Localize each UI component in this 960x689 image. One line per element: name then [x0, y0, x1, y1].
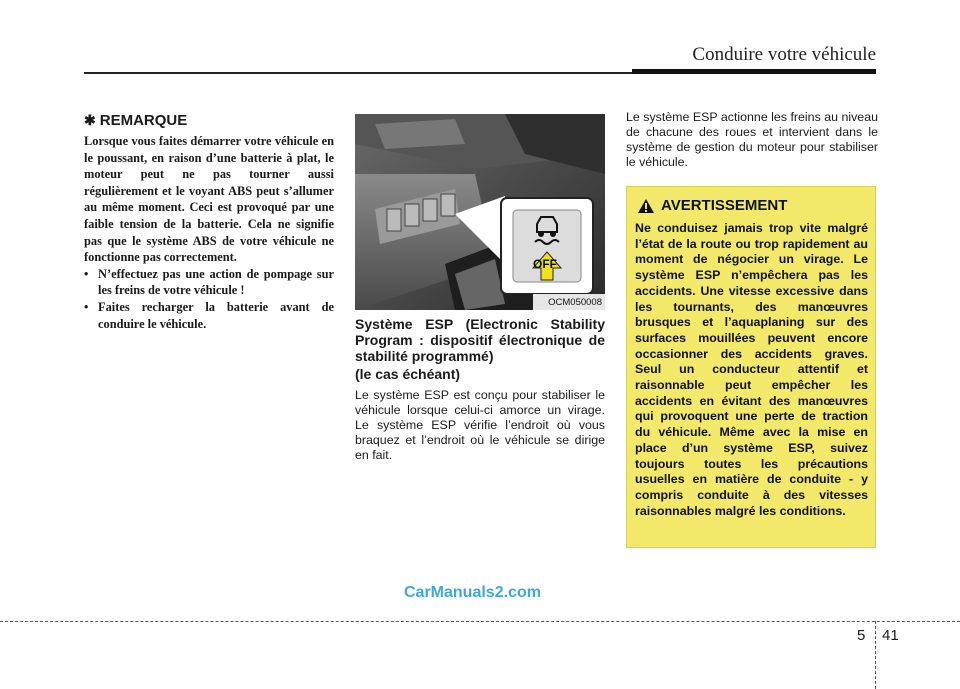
warning-text: Ne conduisez jamais trop vite malgré l’état de la route ou trop rapidement au moment de négocier un virage. Le système ESP n’empêchera pas les accidents. Une vitesse excessive dans les tournants, des manœuvres brusques et l’aquaplaning sur des surfaces mouillées peuvent encore occasionner des accidents graves. Seul un conducteur attentif et raisonnable peut empêcher les accidents en évitant des manœuvres qui provoquent une perte de traction du véhicule. Même avec la mise en place d’un système ESP, suivez toujours toutes les précautions usuelles en matière de conduite - y compris conduite à des vitesses raisonnables malgré les conditions.: [635, 221, 868, 518]
footer-divider: [875, 621, 876, 689]
esp-continued-body: Le système ESP actionne les freins au niveau de chacune des roues et intervient dans le système de gestion du moteur pour stabiliser le véhicule.: [626, 110, 878, 169]
esp-continued-section: [626, 110, 878, 170]
esp-subheading: (le cas échéant): [355, 366, 461, 382]
header-rule-accent: [632, 69, 876, 74]
remark-bullet: • N’effectuez pas une action de pompage sur les freins de votre véhicule !: [84, 266, 334, 299]
remark-section: [84, 112, 334, 332]
off-button-label: OFF: [533, 257, 557, 271]
warning-header: [637, 197, 787, 214]
remark-heading-text: REMARQUE: [99, 112, 188, 129]
remark-star-icon: ✱: [84, 112, 96, 128]
warning-box: [626, 186, 876, 548]
remark-bullet-list: [84, 266, 334, 332]
warning-triangle-icon: [637, 198, 655, 214]
chapter-number: 5: [857, 627, 866, 644]
remark-body: Lorsque vous faites démarrer votre véhicule en le poussant, en raison d’une batterie à plat, le moteur peut ne pas tourner aussi régulièrement et le voyant ABS peut s’allumer au même moment. Ceci est provoqué par une faible tension de la batterie. Cela ne signifie pas que le système ABS de votre véhicule ne fonctionne pas correctement.: [84, 134, 334, 265]
page-header-title: Conduire votre véhicule: [692, 44, 876, 65]
footer-rule: [0, 621, 960, 622]
watermark-link[interactable]: CarManuals2.com: [404, 584, 541, 601]
esp-heading: Système ESP (Electronic Stability Program : dispositif électronique de stabilité programmé): [355, 316, 605, 364]
figure-caption: OCM050008: [548, 297, 602, 308]
esp-switch-photo: [355, 114, 605, 310]
esp-body: Le système ESP est conçu pour stabiliser le véhicule lorsque celui-ci amorce un virage. Le système ESP vérifie l’endroit où vous braquez et l’endroit où le véhicule se dirige en fait.: [355, 388, 605, 462]
warning-title: AVERTISSEMENT: [661, 197, 788, 214]
page-number: 41: [882, 627, 899, 644]
dashboard-illustration: [355, 114, 605, 310]
remark-bullet: • Faites recharger la batterie avant de conduire le véhicule.: [84, 299, 334, 332]
esp-section: [355, 316, 605, 463]
remark-heading: [84, 112, 334, 129]
